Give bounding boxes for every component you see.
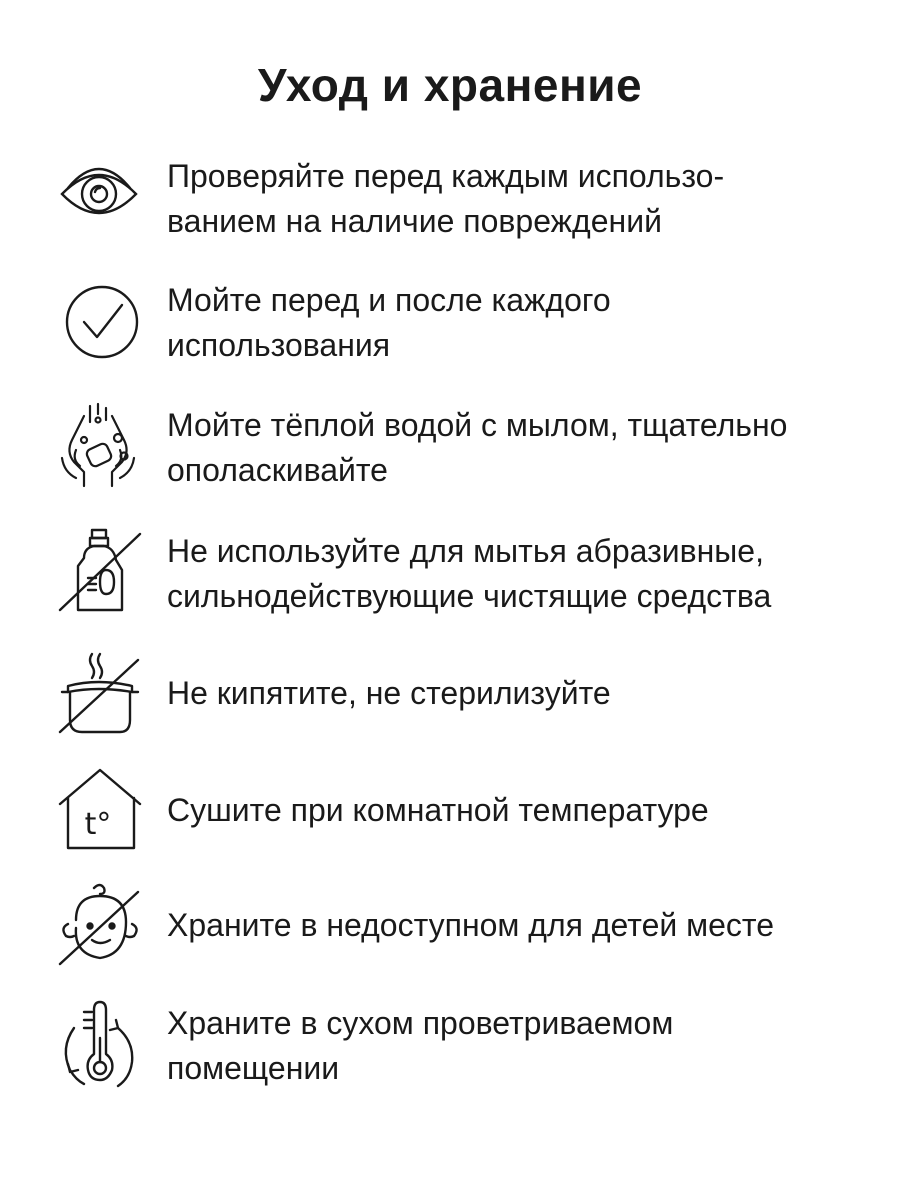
- temperature-symbol: t°: [84, 807, 112, 842]
- care-item-text: Мойте тёплой водой с мылом, тщательно ополаскивайте: [167, 407, 788, 488]
- care-item-text: Проверяйте перед каждым использо- ванием на наличие повреждений: [167, 158, 725, 239]
- checkmark-circle-icon: [54, 275, 144, 365]
- no-detergent-icon: [54, 526, 144, 616]
- care-item-text: Сушите при комнатной температуре: [167, 792, 709, 828]
- page-title: Уход и хранение: [257, 59, 643, 111]
- care-item-text: Храните в недоступном для детей месте: [167, 907, 775, 943]
- care-item-text: Мойте перед и после каждого использования: [167, 282, 611, 363]
- eye-icon: [54, 148, 144, 238]
- dry-ventilated-icon: [54, 998, 144, 1088]
- keep-away-from-children-icon: [54, 880, 144, 970]
- care-item-text: Не кипятите, не стерилизуйте: [167, 675, 611, 711]
- no-boiling-icon: [54, 650, 144, 740]
- room-temperature-icon: [54, 766, 144, 856]
- hand-washing-icon: [54, 400, 144, 490]
- care-item-text: Храните в сухом проветриваемом помещении: [167, 1005, 674, 1086]
- care-item-text: Не используйте для мытья абразивные, сильнодействующие чистящие средства: [167, 533, 772, 614]
